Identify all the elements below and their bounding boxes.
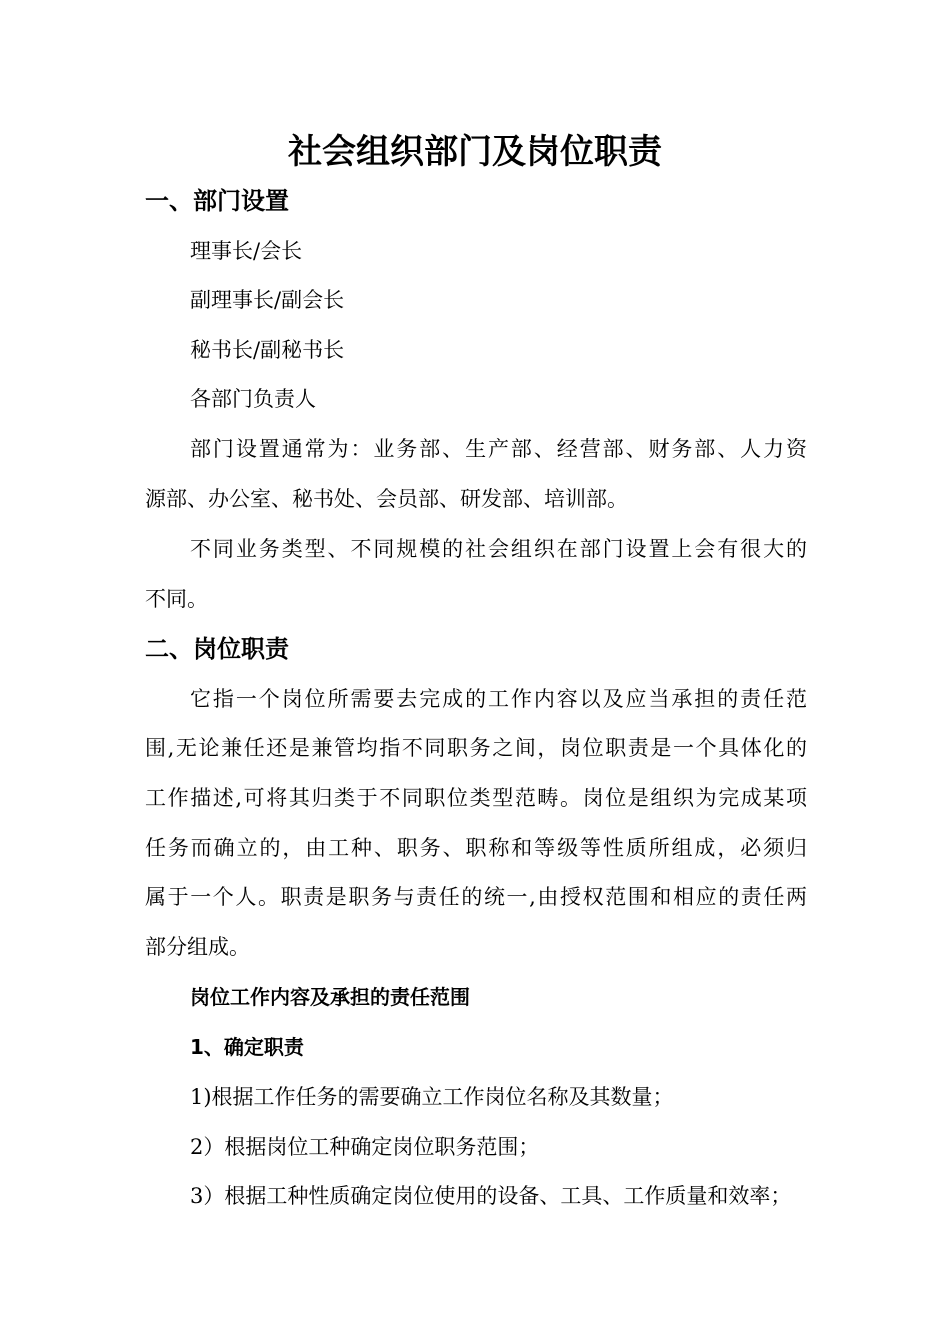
list-item: 1)根据工作任务的需要确立工作岗位名称及其数量；: [190, 1085, 674, 1109]
role-item: 秘书长/副秘书长: [190, 338, 345, 362]
section-heading-department-setup: 一、部门设置: [145, 187, 289, 215]
paragraph-line: 它指一个岗位所需要去完成的工作内容以及应当承担的责任范: [190, 687, 807, 711]
paragraph-line: 部分组成。: [145, 935, 250, 959]
paragraph-line: 围,无论兼任还是兼管均指不同职务之间，岗位职责是一个具体化的: [145, 736, 807, 760]
item-heading: 1、确定职责: [190, 1035, 304, 1059]
paragraph-line: 不同。: [145, 587, 208, 611]
paragraph-line: 部门设置通常为：业务部、生产部、经营部、财务部、人力资: [190, 437, 807, 461]
role-item: 副理事长/副会长: [190, 288, 345, 312]
section-heading-job-duties: 二、岗位职责: [145, 635, 289, 663]
paragraph-line: 属于一个人。职责是职务与责任的统一,由授权范围和相应的责任两: [145, 885, 807, 909]
paragraph-line: 任务而确立的，由工种、职务、职称和等级等性质所组成，必须归: [145, 836, 807, 860]
list-item: 3）根据工种性质确定岗位使用的设备、工具、工作质量和效率；: [190, 1184, 792, 1208]
subsection-heading: 岗位工作内容及承担的责任范围: [190, 985, 470, 1009]
paragraph-line: 不同业务类型、不同规模的社会组织在部门设置上会有很大的: [190, 537, 807, 561]
role-item: 各部门负责人: [190, 387, 316, 411]
role-item: 理事长/会长: [190, 239, 303, 263]
list-item: 2）根据岗位工种确定岗位职务范围；: [190, 1135, 540, 1159]
paragraph-line: 源部、办公室、秘书处、会员部、研发部、培训部。: [145, 487, 628, 511]
document-title: 社会组织部门及岗位职责: [288, 132, 662, 172]
paragraph-line: 工作描述,可将其归类于不同职位类型范畴。岗位是组织为完成某项: [145, 786, 807, 810]
